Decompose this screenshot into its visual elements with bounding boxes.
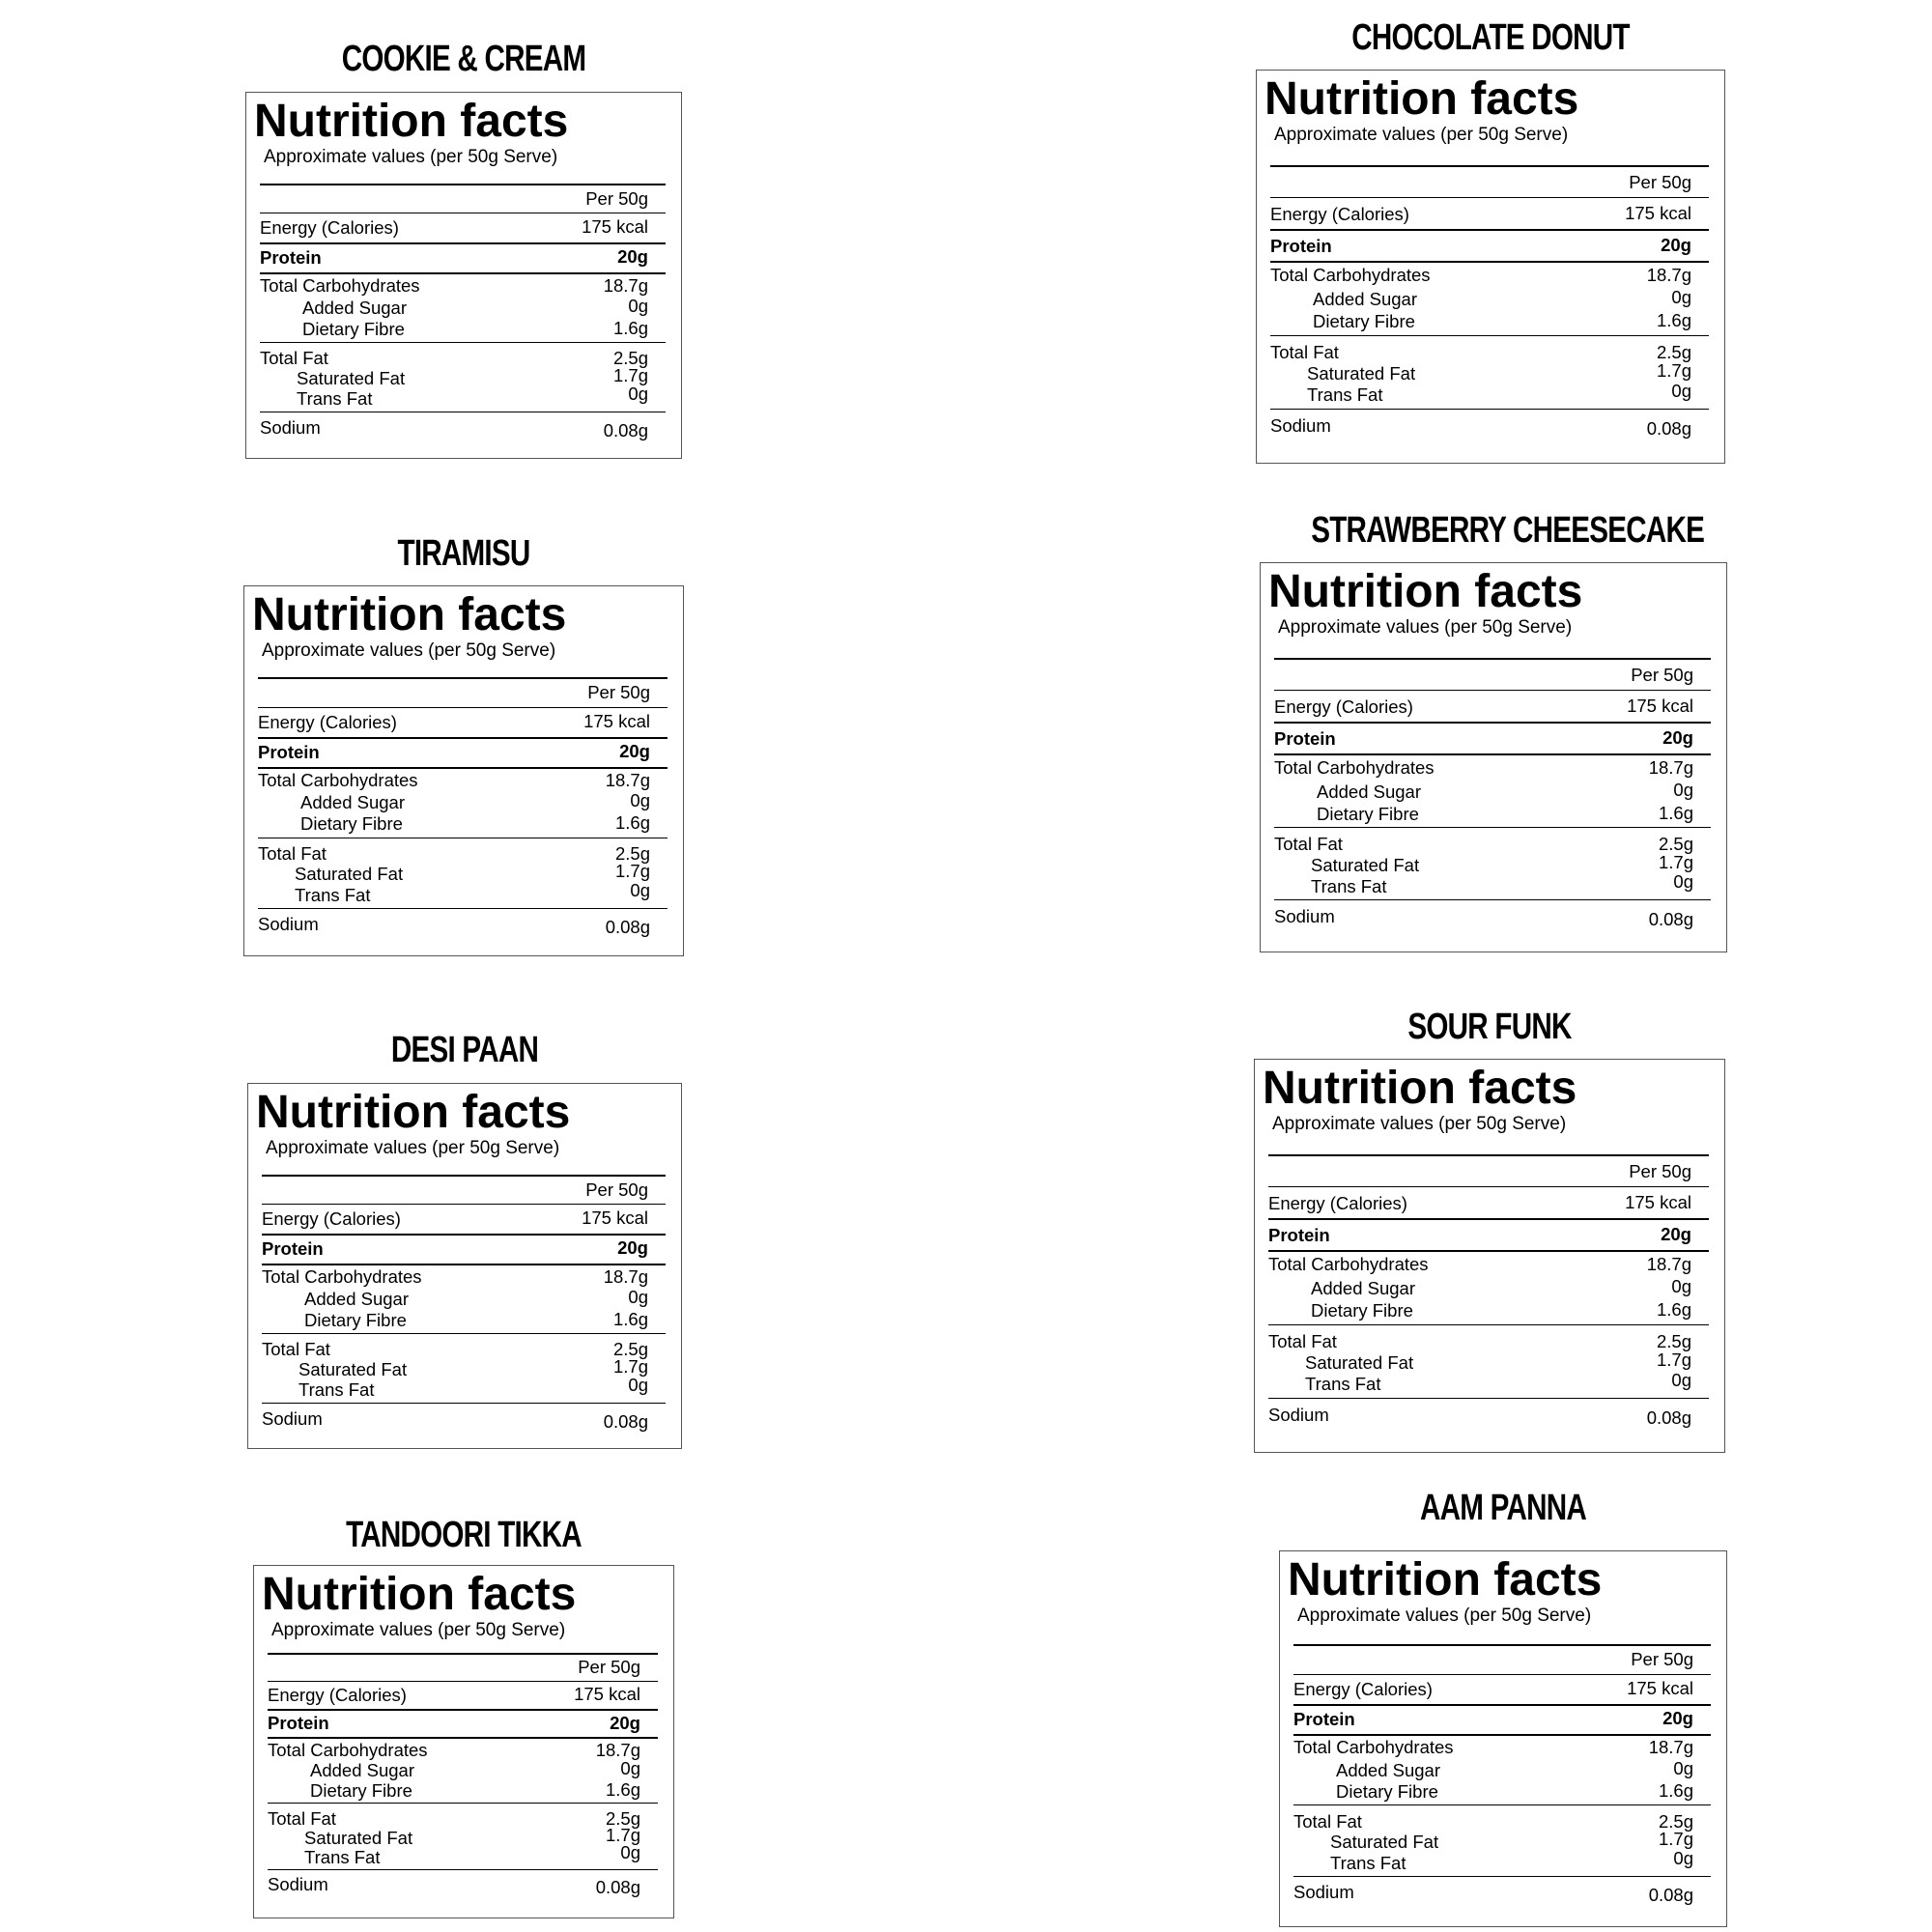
row-value-protein: 20g: [1662, 727, 1693, 748]
divider: [258, 767, 668, 769]
row-value-trans-fat: 0g: [628, 1375, 648, 1395]
panel-tiramisu: [243, 533, 684, 956]
row-value-added-sugar: 0g: [1671, 287, 1691, 307]
divider: [262, 1234, 666, 1236]
row-value-energy: 175 kcal: [582, 1208, 648, 1228]
row-value-dietary-fibre: 1.6g: [612, 318, 648, 338]
nutrition-subtitle: Approximate values (per 50g Serve): [271, 1620, 566, 1640]
divider: [1270, 409, 1709, 410]
row-label-trans-fat: Trans Fat: [297, 388, 373, 409]
nutrition-subtitle: Approximate values (per 50g Serve): [1272, 1114, 1567, 1134]
divider: [1274, 690, 1711, 691]
row-value-saturated-fat: 1.7g: [612, 1356, 648, 1377]
divider: [258, 677, 668, 679]
row-label-sodium: Sodium: [1268, 1405, 1329, 1425]
divider: [1268, 1398, 1709, 1399]
nutrition-title: Nutrition facts: [256, 1087, 571, 1138]
flavor-title: CHOCOLATE DONUT: [1351, 17, 1630, 58]
row-label-sodium: Sodium: [268, 1874, 328, 1894]
row-value-protein: 20g: [617, 246, 648, 267]
row-label-total-fat: Total Fat: [258, 843, 327, 864]
row-value-total-carbs: 18.7g: [603, 275, 648, 296]
row-label-energy: Energy (Calories): [1293, 1679, 1433, 1699]
row-label-total-fat: Total Fat: [1268, 1331, 1337, 1351]
divider: [262, 1204, 666, 1205]
divider: [268, 1737, 658, 1739]
row-label-total-carbs: Total Carbohydrates: [1274, 757, 1435, 778]
nutrition-subtitle: Approximate values (per 50g Serve): [266, 1138, 560, 1158]
row-label-dietary-fibre: Dietary Fibre: [1311, 1300, 1413, 1321]
row-value-added-sugar: 0g: [628, 1287, 648, 1307]
row-label-added-sugar: Added Sugar: [1317, 781, 1422, 802]
divider: [268, 1803, 658, 1804]
nutrition-subtitle: Approximate values (per 50g Serve): [264, 147, 558, 167]
nutrition-subtitle: Approximate values (per 50g Serve): [1274, 125, 1569, 145]
column-header: Per 50g: [587, 682, 650, 702]
row-value-added-sugar: 0g: [1673, 1758, 1693, 1778]
divider: [262, 1175, 666, 1177]
row-value-saturated-fat: 1.7g: [1656, 1350, 1691, 1370]
row-value-saturated-fat: 1.7g: [612, 365, 648, 385]
row-label-total-carbs: Total Carbohydrates: [262, 1266, 422, 1287]
row-label-added-sugar: Added Sugar: [1311, 1278, 1416, 1298]
divider: [1274, 722, 1711, 724]
row-label-saturated-fat: Saturated Fat: [1330, 1832, 1439, 1852]
row-value-total-fat: 2.5g: [1656, 342, 1691, 362]
row-label-added-sugar: Added Sugar: [304, 1289, 410, 1309]
nutrition-title: Nutrition facts: [1263, 1063, 1577, 1114]
row-value-protein: 20g: [619, 741, 650, 761]
row-label-total-fat: Total Fat: [1293, 1811, 1362, 1832]
row-label-sodium: Sodium: [1274, 906, 1335, 926]
row-label-added-sugar: Added Sugar: [300, 792, 406, 812]
row-label-saturated-fat: Saturated Fat: [1311, 855, 1420, 875]
row-value-total-carbs: 18.7g: [1646, 265, 1691, 285]
row-label-sodium: Sodium: [1293, 1882, 1354, 1902]
row-label-added-sugar: Added Sugar: [1336, 1760, 1441, 1780]
divider: [1268, 1218, 1709, 1220]
divider: [1293, 1704, 1711, 1706]
row-value-trans-fat: 0g: [1673, 871, 1693, 892]
divider: [260, 184, 666, 185]
row-value-energy: 175 kcal: [1625, 1192, 1691, 1212]
nutrition-card: [1279, 1550, 1727, 1927]
column-header: Per 50g: [585, 188, 648, 209]
row-value-total-fat: 2.5g: [1658, 1811, 1693, 1832]
row-value-sodium: 0.08g: [1648, 909, 1693, 929]
row-value-total-fat: 2.5g: [1658, 834, 1693, 854]
row-value-total-fat: 2.5g: [605, 1808, 640, 1829]
row-value-energy: 175 kcal: [1625, 203, 1691, 223]
row-label-added-sugar: Added Sugar: [1313, 289, 1418, 309]
row-label-sodium: Sodium: [262, 1408, 323, 1429]
divider: [268, 1653, 658, 1655]
divider: [1293, 1674, 1711, 1675]
divider: [1268, 1154, 1709, 1156]
row-label-saturated-fat: Saturated Fat: [295, 864, 404, 884]
row-label-saturated-fat: Saturated Fat: [304, 1828, 413, 1848]
column-header: Per 50g: [1631, 1649, 1693, 1669]
divider: [260, 272, 666, 274]
divider: [1274, 827, 1711, 828]
nutrition-title: Nutrition facts: [1288, 1554, 1603, 1605]
divider: [262, 1333, 666, 1334]
row-label-total-fat: Total Fat: [262, 1339, 330, 1359]
divider: [268, 1869, 658, 1870]
row-label-dietary-fibre: Dietary Fibre: [1313, 311, 1415, 331]
nutrition-card: [247, 1083, 682, 1449]
row-label-trans-fat: Trans Fat: [295, 885, 371, 905]
row-label-energy: Energy (Calories): [1274, 696, 1413, 717]
nutrition-card: [243, 585, 684, 956]
row-value-total-carbs: 18.7g: [1648, 757, 1693, 778]
row-label-energy: Energy (Calories): [262, 1208, 401, 1229]
row-label-added-sugar: Added Sugar: [302, 298, 408, 318]
divider: [1274, 658, 1711, 660]
divider: [262, 1264, 666, 1265]
row-label-total-carbs: Total Carbohydrates: [258, 770, 418, 790]
row-label-protein: Protein: [1293, 1709, 1355, 1729]
divider: [262, 1403, 666, 1404]
divider: [268, 1709, 658, 1711]
row-value-protein: 20g: [610, 1713, 640, 1733]
row-value-total-carbs: 18.7g: [605, 770, 650, 790]
row-value-energy: 175 kcal: [1627, 1678, 1693, 1698]
column-header: Per 50g: [1631, 665, 1693, 685]
nutrition-subtitle: Approximate values (per 50g Serve): [262, 640, 556, 661]
row-value-protein: 20g: [1661, 235, 1691, 255]
row-label-trans-fat: Trans Fat: [1311, 876, 1387, 896]
divider: [1268, 1186, 1709, 1187]
row-label-dietary-fibre: Dietary Fibre: [310, 1780, 412, 1801]
row-label-protein: Protein: [268, 1713, 329, 1733]
row-value-dietary-fibre: 1.6g: [612, 1309, 648, 1329]
row-value-trans-fat: 0g: [1671, 1370, 1691, 1390]
panel-desi-paan: [247, 1030, 682, 1449]
row-label-protein: Protein: [1268, 1225, 1330, 1245]
row-label-energy: Energy (Calories): [268, 1685, 407, 1705]
row-label-total-carbs: Total Carbohydrates: [268, 1740, 428, 1760]
nutrition-card: [1260, 562, 1727, 952]
divider: [1270, 165, 1709, 167]
row-label-total-carbs: Total Carbohydrates: [1270, 265, 1431, 285]
row-label-total-fat: Total Fat: [1274, 834, 1343, 854]
row-label-saturated-fat: Saturated Fat: [298, 1359, 408, 1379]
row-value-sodium: 0.08g: [1646, 1407, 1691, 1428]
flavor-title: TANDOORI TIKKA: [346, 1515, 582, 1555]
divider: [1274, 753, 1711, 755]
divider: [1293, 1804, 1711, 1805]
flavor-title: SOUR FUNK: [1407, 1007, 1572, 1047]
row-value-protein: 20g: [617, 1237, 648, 1258]
divider: [1293, 1876, 1711, 1877]
row-value-energy: 175 kcal: [574, 1684, 640, 1704]
nutrition-subtitle: Approximate values (per 50g Serve): [1297, 1605, 1592, 1626]
nutrition-card: [1256, 70, 1725, 464]
row-value-added-sugar: 0g: [1671, 1276, 1691, 1296]
row-value-sodium: 0.08g: [605, 917, 650, 937]
divider: [258, 707, 668, 708]
row-value-saturated-fat: 1.7g: [1658, 852, 1693, 872]
row-label-energy: Energy (Calories): [260, 217, 399, 238]
column-header: Per 50g: [1629, 1161, 1691, 1181]
row-value-added-sugar: 0g: [1673, 780, 1693, 800]
row-value-dietary-fibre: 1.6g: [1656, 1299, 1691, 1320]
row-label-protein: Protein: [1270, 236, 1332, 256]
row-value-total-carbs: 18.7g: [1646, 1254, 1691, 1274]
row-label-saturated-fat: Saturated Fat: [1305, 1352, 1414, 1373]
row-label-dietary-fibre: Dietary Fibre: [1336, 1781, 1438, 1802]
panel-cookie-cream: [245, 39, 682, 459]
row-label-trans-fat: Trans Fat: [1330, 1853, 1406, 1873]
panel-chocolate-donut: [1256, 17, 1725, 464]
divider: [268, 1681, 658, 1682]
flavor-title: COOKIE & CREAM: [341, 39, 586, 79]
row-label-energy: Energy (Calories): [1268, 1193, 1407, 1213]
row-value-sodium: 0.08g: [595, 1877, 640, 1897]
row-value-saturated-fat: 1.7g: [605, 1825, 640, 1845]
row-value-trans-fat: 0g: [630, 880, 650, 900]
panel-aam-panna: [1279, 1488, 1727, 1928]
divider: [260, 342, 666, 343]
row-label-dietary-fibre: Dietary Fibre: [304, 1310, 407, 1330]
row-value-dietary-fibre: 1.6g: [1658, 1780, 1693, 1801]
nutrition-title: Nutrition facts: [254, 96, 569, 147]
nutrition-title: Nutrition facts: [1264, 73, 1579, 125]
flavor-title: TIRAMISU: [397, 533, 530, 574]
row-value-sodium: 0.08g: [603, 420, 648, 440]
row-value-saturated-fat: 1.7g: [1658, 1829, 1693, 1849]
nutrition-title: Nutrition facts: [252, 589, 567, 640]
divider: [1293, 1734, 1711, 1736]
row-label-trans-fat: Trans Fat: [304, 1847, 381, 1867]
divider: [1270, 229, 1709, 231]
row-value-added-sugar: 0g: [630, 790, 650, 810]
nutrition-card: [245, 92, 682, 459]
row-value-protein: 20g: [1661, 1224, 1691, 1244]
row-value-dietary-fibre: 1.6g: [1658, 803, 1693, 823]
row-label-energy: Energy (Calories): [1270, 204, 1409, 224]
row-label-trans-fat: Trans Fat: [1307, 384, 1383, 405]
divider: [260, 242, 666, 244]
row-label-protein: Protein: [260, 247, 322, 268]
panel-sour-funk: [1254, 1007, 1725, 1453]
column-header: Per 50g: [578, 1657, 640, 1677]
flavor-title: STRAWBERRY CHEESECAKE: [1311, 510, 1705, 551]
row-label-sodium: Sodium: [260, 417, 321, 438]
column-header: Per 50g: [585, 1179, 648, 1200]
row-value-energy: 175 kcal: [582, 216, 648, 237]
row-value-saturated-fat: 1.7g: [1656, 360, 1691, 381]
divider: [1268, 1324, 1709, 1325]
row-label-total-fat: Total Fat: [1270, 342, 1339, 362]
row-label-total-carbs: Total Carbohydrates: [1268, 1254, 1429, 1274]
row-value-sodium: 0.08g: [603, 1411, 648, 1432]
row-value-dietary-fibre: 1.6g: [1656, 310, 1691, 330]
row-value-total-carbs: 18.7g: [1648, 1737, 1693, 1757]
nutrition-card: [1254, 1059, 1725, 1453]
panel-tandoori-tikka: [253, 1515, 674, 1918]
row-label-saturated-fat: Saturated Fat: [1307, 363, 1416, 384]
row-value-added-sugar: 0g: [620, 1758, 640, 1778]
flavor-title: DESI PAAN: [390, 1030, 539, 1070]
row-value-saturated-fat: 1.7g: [614, 861, 650, 881]
row-label-dietary-fibre: Dietary Fibre: [1317, 804, 1419, 824]
row-label-sodium: Sodium: [258, 914, 319, 934]
row-value-protein: 20g: [1662, 1708, 1693, 1728]
flavor-title: AAM PANNA: [1420, 1488, 1586, 1528]
nutrition-card: [253, 1565, 674, 1918]
row-label-trans-fat: Trans Fat: [298, 1379, 375, 1400]
row-value-trans-fat: 0g: [628, 384, 648, 404]
row-label-total-carbs: Total Carbohydrates: [1293, 1737, 1454, 1757]
row-value-dietary-fibre: 1.6g: [605, 1779, 640, 1800]
row-value-added-sugar: 0g: [628, 296, 648, 316]
divider: [1293, 1644, 1711, 1646]
divider: [1268, 1250, 1709, 1252]
row-label-sodium: Sodium: [1270, 415, 1331, 436]
row-label-dietary-fibre: Dietary Fibre: [302, 319, 405, 339]
nutrition-subtitle: Approximate values (per 50g Serve): [1278, 617, 1573, 638]
row-value-total-fat: 2.5g: [1656, 1331, 1691, 1351]
panel-strawberry-cheesecake: [1260, 510, 1727, 952]
row-value-sodium: 0.08g: [1646, 418, 1691, 439]
divider: [1270, 335, 1709, 336]
row-value-trans-fat: 0g: [1671, 381, 1691, 401]
row-label-protein: Protein: [1274, 728, 1336, 749]
divider: [1270, 197, 1709, 198]
divider: [1270, 261, 1709, 263]
row-label-saturated-fat: Saturated Fat: [297, 368, 406, 388]
row-label-protein: Protein: [258, 742, 320, 762]
divider: [258, 737, 668, 739]
nutrition-title: Nutrition facts: [1268, 566, 1583, 617]
row-label-dietary-fibre: Dietary Fibre: [300, 813, 403, 834]
nutrition-title: Nutrition facts: [262, 1569, 577, 1620]
row-value-sodium: 0.08g: [1648, 1885, 1693, 1905]
row-value-total-fat: 2.5g: [612, 1339, 648, 1359]
row-label-total-fat: Total Fat: [268, 1808, 336, 1829]
row-label-total-fat: Total Fat: [260, 348, 328, 368]
row-value-trans-fat: 0g: [1673, 1848, 1693, 1868]
row-label-protein: Protein: [262, 1238, 324, 1259]
row-value-energy: 175 kcal: [583, 711, 650, 731]
divider: [1274, 899, 1711, 900]
row-value-total-carbs: 18.7g: [603, 1266, 648, 1287]
row-value-trans-fat: 0g: [620, 1842, 640, 1862]
row-label-trans-fat: Trans Fat: [1305, 1374, 1381, 1394]
row-label-energy: Energy (Calories): [258, 712, 397, 732]
row-value-total-fat: 2.5g: [614, 843, 650, 864]
divider: [258, 908, 668, 909]
row-value-energy: 175 kcal: [1627, 696, 1693, 716]
row-label-added-sugar: Added Sugar: [310, 1760, 415, 1780]
row-value-total-fat: 2.5g: [612, 348, 648, 368]
row-value-total-carbs: 18.7g: [595, 1740, 640, 1760]
row-label-total-carbs: Total Carbohydrates: [260, 275, 420, 296]
row-value-dietary-fibre: 1.6g: [614, 812, 650, 833]
column-header: Per 50g: [1629, 172, 1691, 192]
